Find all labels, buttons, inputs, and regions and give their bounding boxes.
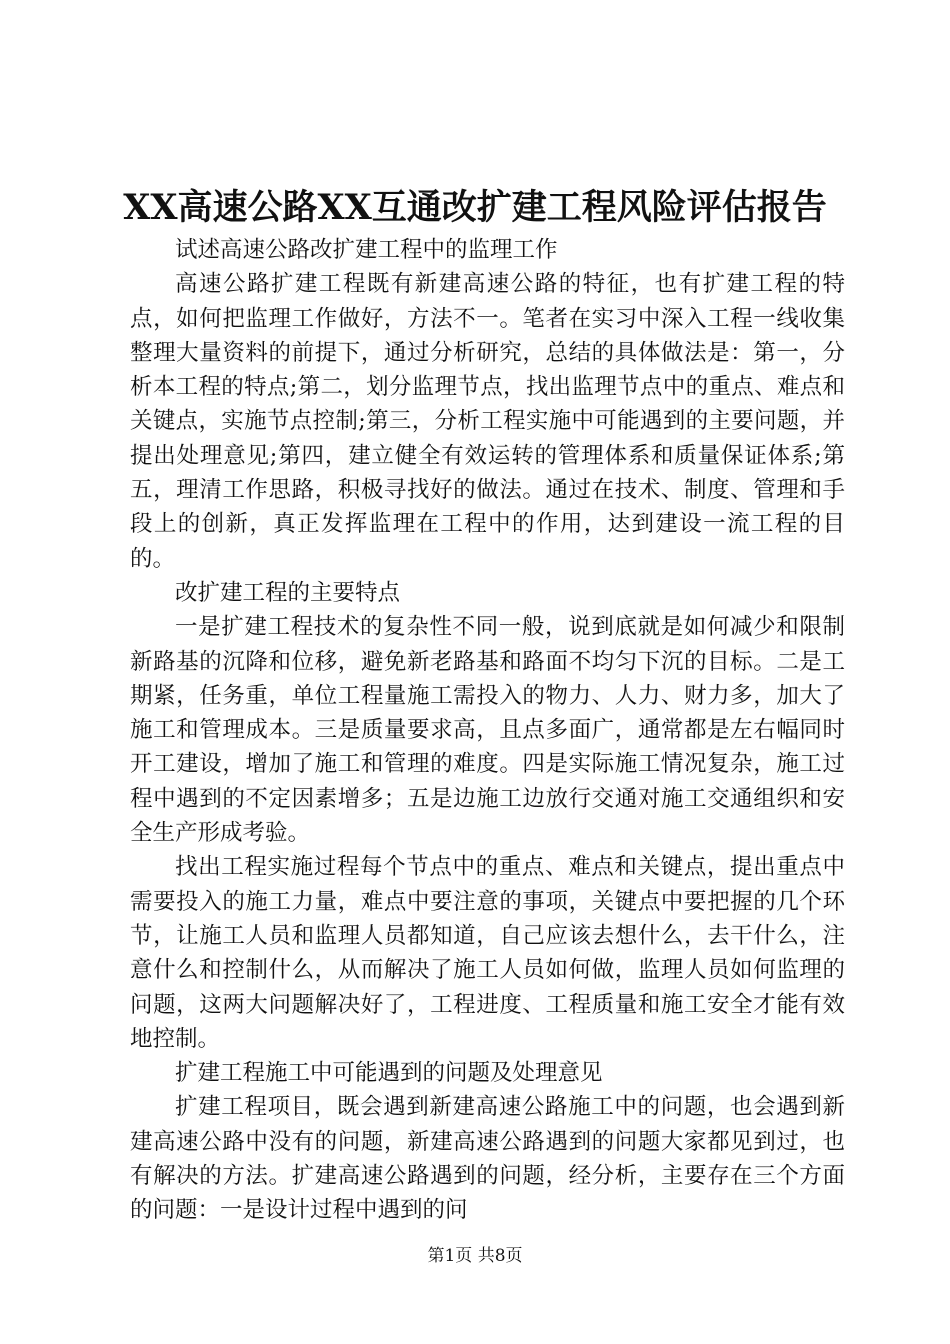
paragraph: 一是扩建工程技术的复杂性不同一般，说到底就是如何减少和限制新路基的沉降和位移，避免新老路基和路面不均匀下沉的目标。二是工期紧，任务重，单位工程量施工需投入的物力、人力、财力多，加大了施工和管理成本。三是质量要求高，且点多面广，通常都是左右幅同时开工建设，增加了施工和管理的难度。四是实际施工情况复杂，施工过程中遇到的不定因素增多；五是边施工边放行交通对施工交通组织和安全生产形成考验。 [130,614,845,847]
paragraph-heading: 试述高速公路改扩建工程中的监理工作 [175,237,558,263]
paragraph-heading: 改扩建工程的主要特点 [175,579,401,606]
paragraph: 找出工程实施过程每个节点中的重点、难点和关键点，提出重点中需要投入的施工力量，难点中要注意的事项，关键点中要把握的几个环节，让施工人员和监理人员都知道，自己应该去想什么，去干什么，注意什么和控制什么，从而解决了施工人员如何做，监理人员如何监理的问题，这两大问题解决好了，工程进度、工程质量和施工安全才能有效地控制。 [130,854,845,1052]
page-footer: 第1页 共8页 [427,1246,523,1266]
document-body [130,233,845,1228]
paragraph: 高速公路扩建工程既有新建高速公路的特征，也有扩建工程的特点，如何把监理工作做好，方法不一。笔者在实习中深入工程一线收集整理大量资料的前提下，通过分析研究，总结的具体做法是：第一，分析本工程的特点;第二，划分监理节点，找出监理节点中的重点、难点和关键点，实施节点控制;第三，分析工程实施中可能遇到的主要问题，并提出处理意见;第四，建立健全有效运转的管理体系和质量保证体系;第五，理清工作思路，积极寻找好的做法。通过在技术、制度、管理和手段上的创新，真正发挥监理在工程中的作用，达到建设一流工程的目的。 [130,271,845,572]
document-title: XX高速公路XX互通改扩建工程风险评估报告 [123,187,827,228]
paragraph-heading: 扩建工程施工中可能遇到的问题及处理意见 [175,1060,603,1087]
paragraph: 扩建工程项目，既会遇到新建高速公路施工中的问题，也会遇到新建高速公路中没有的问题，新建高速公路遇到的问题大家都见到过，也有解决的方法。扩建高速公路遇到的问题，经分析，主要存在三个方面的问题：一是设计过程中遇到的问 [130,1094,845,1224]
